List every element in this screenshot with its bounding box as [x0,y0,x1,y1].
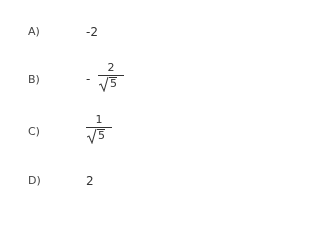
choice-d[interactable] [0,174,208,190]
minus-sign: - [86,72,91,86]
fraction-denominator [96,76,126,91]
fraction-numerator: 1 [95,113,103,126]
choice-c[interactable] [0,114,208,154]
fraction [96,62,126,91]
choice-a[interactable] [0,25,208,41]
square-root-icon [99,76,109,92]
choice-value: -2 [86,25,98,39]
choice-value: 2 [86,174,94,188]
square-root-icon [87,128,97,144]
choice-letter: A) [28,25,40,38]
choice-letter: C) [28,125,40,138]
fraction-denominator [84,128,114,143]
radicand: 5 [110,77,117,90]
choice-b[interactable] [0,62,208,102]
radicand: 5 [98,129,105,142]
fraction [84,114,114,143]
fraction-numerator: 2 [107,61,115,74]
choice-letter: B) [28,73,40,86]
choice-letter: D) [28,174,41,187]
